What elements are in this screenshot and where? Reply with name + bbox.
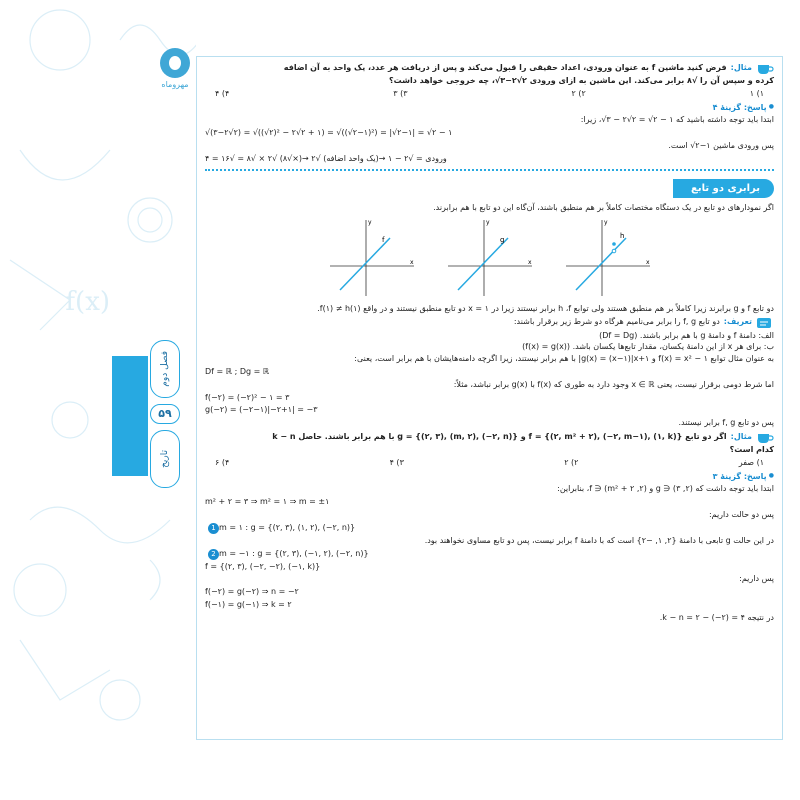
example1-label: مثال: (730, 62, 752, 72)
choice-4: ۴) ۴ (215, 88, 230, 98)
example1-answer: ● پاسخ: گزینهٔ ۴ (205, 103, 774, 114)
case2-f: f = {(۲, ۳), (−۲, −۲), (−۱, k)} (205, 561, 321, 571)
svg-text:f(x): f(x) (65, 287, 110, 317)
example1-question-line1: فرض کنید ماشین f به عنوان ورودی، اعداد حقیقی را قبول می‌کند و پس از دریافت هر عدد، یک واحد به آن اضافه (283, 62, 727, 72)
graph-f (326, 216, 418, 300)
choice-2: ۲) ۲ (571, 88, 586, 98)
definition-row (205, 316, 774, 330)
example2-choices (205, 458, 774, 469)
graph-g-label: g (499, 235, 504, 244)
svg-text:x: x (527, 258, 532, 266)
example2-question-line1: اگر دو تابع f = {(۲, m² + ۲), (−۲, m−۱), (۱, k)} و g = {(۲, ۳), (m, ۲), (−۲, n)} با هم برابر باشند. حاصل k − n (272, 431, 727, 441)
case1-text: m = ۱ : g = {(۲, ۳), (۱, ۲), (−۲, n)} (219, 522, 356, 532)
brand-name: مهروماه (161, 80, 189, 89)
page-number: ۵۹ (150, 404, 180, 424)
choice-3: ۳) ۴ (389, 457, 404, 467)
page-content (196, 56, 783, 740)
equality-graph-explanation: دو تابع f و g برابرند زیرا کاملاً بر هم منطبق هستند ولی توابع h ،f برابر نیستند زیرا در x = ۱ دو تابع منطبق نیستند و در واقع f(۱) ≠ h(۱). (317, 303, 774, 313)
date-tab (150, 430, 180, 488)
example1-explanation: ابتدا باید توجه داشته باشید که ۱ − ۲√ = ۲√۲ − ۳√، زیرا: (580, 115, 774, 125)
chapter-tab (150, 340, 180, 398)
graph-f-label: f (381, 235, 384, 244)
choice-1: ۱) صفر (738, 457, 764, 467)
example2-result: در نتیجه k − n = ۲ − (−۲) = ۴. (659, 612, 774, 622)
example2-cases-intro: پس دو حالت داریم: (708, 510, 774, 520)
case2-text: m = −۱ : g = {(۲, ۳), (−۱, ۲), (−۲, n)} (219, 548, 369, 558)
choice-3: ۳) ۳ (393, 88, 408, 98)
therefore-text: پس داریم: (739, 574, 774, 584)
example2-answer: ● پاسخ: گزینهٔ ۳ (205, 472, 774, 483)
case2-formula (205, 549, 774, 560)
example1-choices (205, 89, 774, 100)
teacup-icon (756, 430, 774, 444)
example1-question-line2: کرده و سپس آن را √۸ برابر می‌کند. این ماشین به ازای ورودی ۲√۲−۳√، چه خروجی خواهد داشت؟ (388, 76, 774, 85)
equality-conclusion: پس دو تابع f, g برابر نیستند. (678, 418, 774, 428)
example2-explanation: ابتدا باید توجه داشت که (۲, ۳) ∈ g و (۲, m² + ۲) ∈ f، بنابراین: (557, 484, 774, 494)
case1-badge: 1 (208, 523, 219, 534)
choice-4: ۴) ۶ (215, 457, 230, 467)
svg-text:y: y (485, 218, 490, 226)
example1-header (205, 61, 774, 75)
section-title: برابری دو تابع (673, 179, 774, 199)
section-divider (205, 169, 774, 171)
logo-icon (160, 48, 190, 78)
case1-explanation: در این حالت g تابعی با دامنهٔ {۲, ۱, −۲} است که با دامنهٔ f برابر نیست، پس دو تابع مساوی نخواهند بود. (424, 535, 774, 545)
example2-header (205, 430, 774, 444)
definition-label: تعریف: (723, 317, 752, 327)
function-graphs (205, 216, 774, 300)
case2-badge: 2 (208, 549, 219, 560)
example1-formula2: ورودی = √۲ − ۱ →(یک واحد اضافه) √۲ →(×√۸) √۲ × √۸ = √۱۶ = ۴ (205, 153, 447, 163)
example2-calc1: f(−۲) = g(−۲) ⇒ n = −۲ (205, 587, 299, 597)
teacup-icon (756, 61, 774, 75)
graph-g (444, 216, 536, 300)
second-condition-text: اما شرط دومی برقرار نیست، یعنی x ∈ ℝ وجود دارد به طوری که f(x) با g(x) برابر نباشد، مثلاً: (453, 379, 774, 389)
condition-a: الف: دامنهٔ f و دامنهٔ g با هم برابر باشند. (Df = Dg) (599, 330, 774, 340)
case1-formula (205, 523, 774, 534)
choice-2: ۲) ۲ (564, 457, 579, 467)
definition-text: دو تابع f, g را برابر می‌نامیم هرگاه دو شرط زیر برقرار باشند: (513, 317, 720, 327)
condition-b: ب: برای هر x از این دامنهٔ یکسان، مقدار تابع‌ها یکسان باشد. (f(x) = g(x)) (522, 342, 774, 352)
choice-1: ۱) ۱ (749, 88, 764, 98)
example1-explanation2: پس ورودی ماشین ۱−۲√ است. (668, 140, 774, 150)
domains-formula: Df = ℝ ; Dg = ℝ (205, 367, 270, 377)
example2-calc2: f(−۱) = g(−۱) ⇒ k = ۲ (205, 600, 292, 610)
equality-intro: اگر نمودارهای دو تابع در یک دستگاه مختصات کاملاً بر هم منطبق باشند، آن‌گاه این دو تابع با هم برابرند. (433, 203, 774, 213)
svg-text:y: y (603, 218, 608, 226)
calc-g: g(−۲) = (−۲−۱)|−۲+۱| = −۳ (205, 405, 318, 415)
graph-h (562, 216, 654, 300)
example1-formula1: √(۳−۲√۲) = √((√۲)² − ۲√۲ + ۱) = √((√۲−۱)²) = |√۲−۱| = √۲ − ۱ (205, 128, 453, 138)
svg-text:x: x (409, 258, 414, 266)
definition-icon (756, 316, 774, 330)
svg-text:x: x (645, 258, 650, 266)
graph-h-label: h (619, 231, 624, 240)
brand-logo (160, 48, 190, 100)
side-tabs (150, 340, 180, 494)
svg-text:y: y (367, 218, 372, 226)
chapter-label: فصل دوم (160, 351, 170, 387)
example2-formula1: m² + ۲ = ۳ ⇒ m² = ۱ ⇒ m = ±۱ (205, 497, 330, 507)
example2-label: مثال: (730, 431, 752, 441)
example2-question-line2: کدام است؟ (729, 445, 774, 455)
date-label: تاریخ (160, 450, 170, 468)
equality-example: به عنوان مثال توابع f(x) = x² − ۱ و g(x) = (x−۱)|x+۱| با هم برابر نیستند، زیرا اگرچه دامنه‌هایشان با هم برابر است، یعنی: (354, 354, 774, 364)
side-accent-bar (112, 356, 148, 476)
calc-f: f(−۲) = (−۲)² − ۱ = ۳ (205, 392, 290, 402)
